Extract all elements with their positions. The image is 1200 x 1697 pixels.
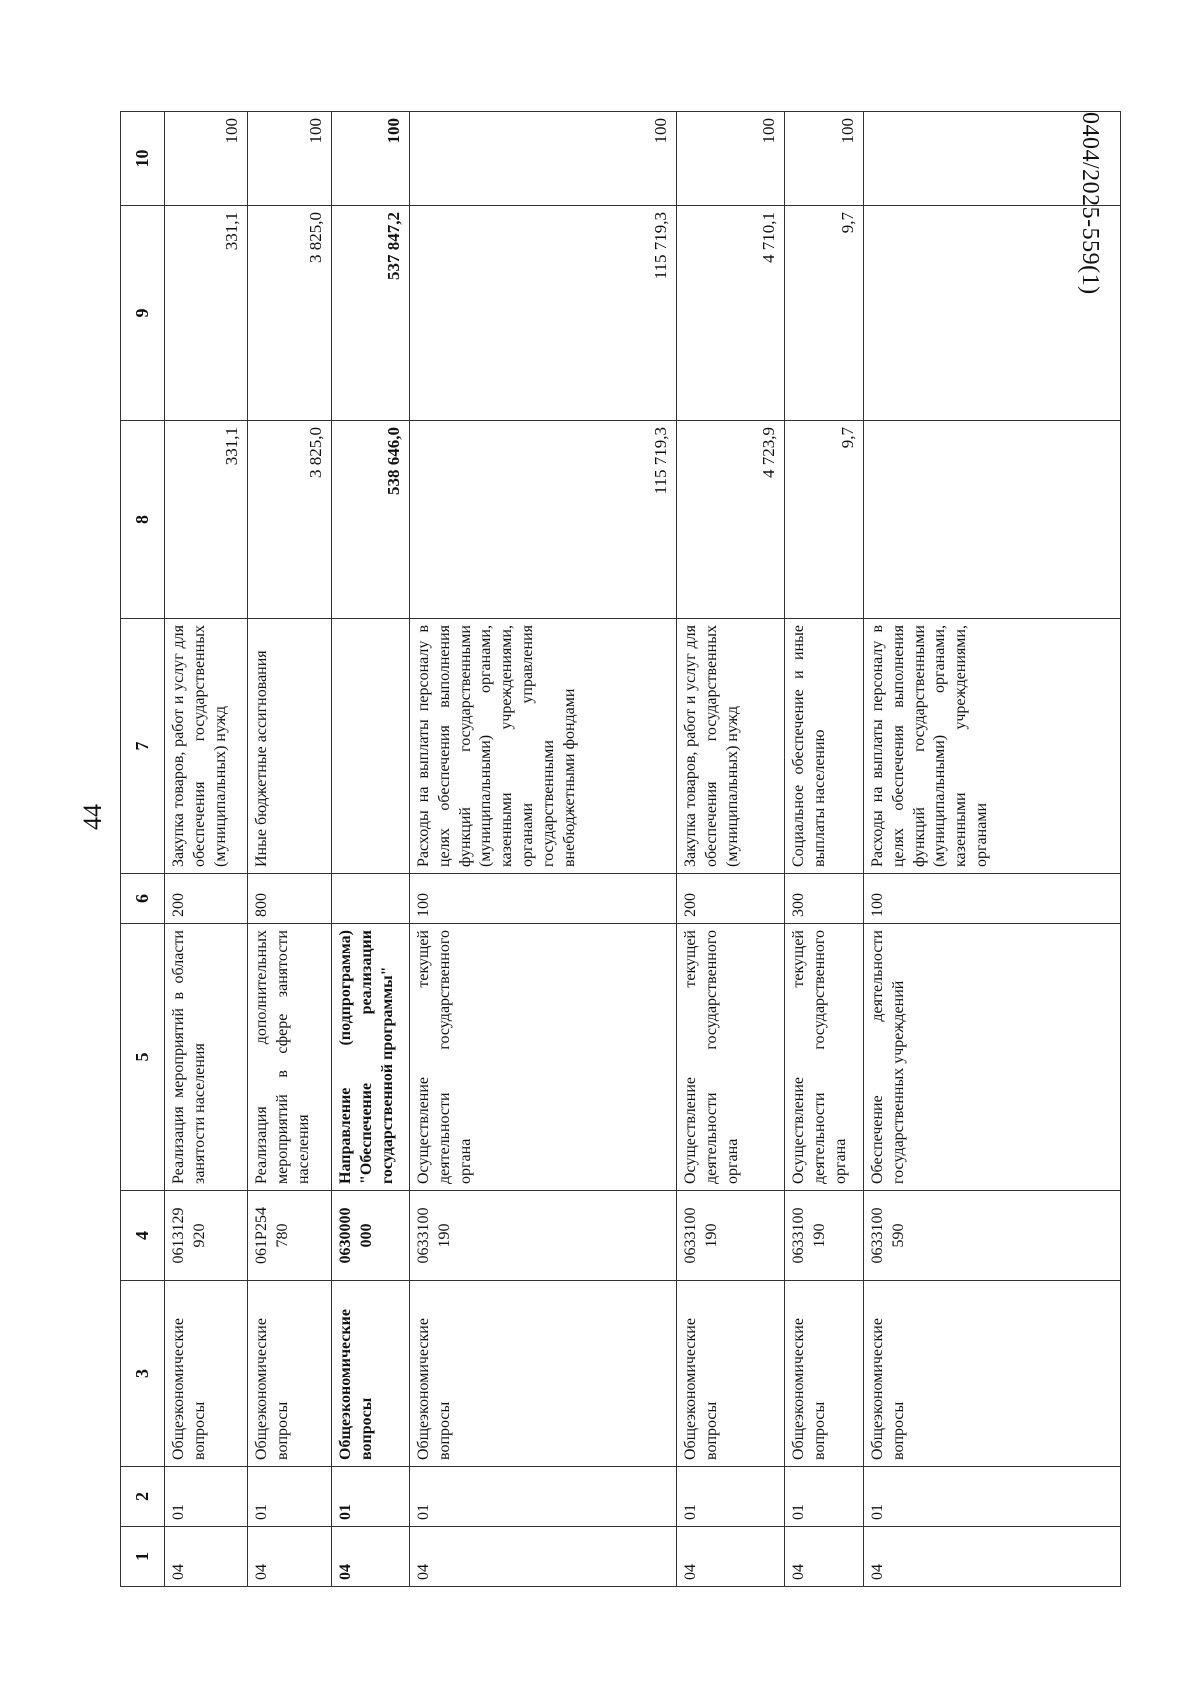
table-row: [785, 112, 864, 1587]
section-code: 04: [785, 1527, 864, 1587]
section-code: 04: [248, 1527, 332, 1587]
table-row: [248, 112, 332, 1587]
column-header: 10: [121, 112, 165, 206]
rotated-table-container: [120, 112, 1120, 1587]
planned-amount: 331,1: [165, 421, 248, 619]
column-header: 8: [121, 421, 165, 619]
table-row: [677, 112, 785, 1587]
target-article-code: 0633100 190: [785, 1191, 864, 1281]
execution-percent: 100: [410, 112, 677, 206]
section-code: 04: [677, 1527, 785, 1587]
executed-amount: 537 847,2: [332, 206, 410, 421]
subsection-code: 01: [248, 1467, 332, 1527]
table-row: [410, 112, 677, 1587]
expense-type-name: Расходы на выплаты персоналу в целях обеспечения выполнения функций государственными (муниципальными) органами, казенными учреждениями, органами управления государственными внебюджетными фондами: [410, 619, 677, 874]
target-article-name: Реализация мероприятий в области занятости населения: [165, 924, 248, 1191]
section-code: 04: [864, 1527, 1121, 1587]
expense-type-name: [332, 619, 410, 874]
execution-percent: 100: [165, 112, 248, 206]
execution-percent: 100: [785, 112, 864, 206]
planned-amount: [864, 421, 1121, 619]
execution-percent: 100: [332, 112, 410, 206]
subsection-code: 01: [332, 1467, 410, 1527]
target-article-name: Осуществление текущей деятельности государственного органа: [785, 924, 864, 1191]
column-header: 3: [121, 1281, 165, 1467]
target-article-name: Осуществление текущей деятельности государственного органа: [410, 924, 677, 1191]
header-row: [121, 112, 165, 1587]
column-header: 4: [121, 1191, 165, 1281]
section-code: 04: [332, 1527, 410, 1587]
section-name: Общеэкономические вопросы: [248, 1281, 332, 1467]
column-header: 6: [121, 874, 165, 924]
planned-amount: 9,7: [785, 421, 864, 619]
expense-type-code: 200: [165, 874, 248, 924]
planned-amount: 4 723,9: [677, 421, 785, 619]
budget-table: [120, 111, 1121, 1587]
column-header: 5: [121, 924, 165, 1191]
executed-amount: 3 825,0: [248, 206, 332, 421]
expense-type-code: 100: [864, 874, 1121, 924]
execution-percent: [864, 112, 1121, 206]
subsection-code: 01: [677, 1467, 785, 1527]
expense-type-name: Закупка товаров, работ и услуг для обеспечения государственных (муниципальных) нужд: [165, 619, 248, 874]
target-article-code: 061Р254 780: [248, 1191, 332, 1281]
target-article-code: 0633100 190: [677, 1191, 785, 1281]
section-name: Общеэкономические вопросы: [165, 1281, 248, 1467]
expense-type-code: 100: [410, 874, 677, 924]
subsection-code: 01: [864, 1467, 1121, 1527]
section-name: Общеэкономические вопросы: [332, 1281, 410, 1467]
executed-amount: 115 719,3: [410, 206, 677, 421]
target-article-name: Осуществление текущей деятельности государственного органа: [677, 924, 785, 1191]
target-article-name: Направление (подпрограмма) "Обеспечение реализации государственной программы": [332, 924, 410, 1191]
expense-type-code: 200: [677, 874, 785, 924]
section-name: Общеэкономические вопросы: [864, 1281, 1121, 1467]
executed-amount: [864, 206, 1121, 421]
section-code: 04: [410, 1527, 677, 1587]
section-name: Общеэкономические вопросы: [785, 1281, 864, 1467]
column-header: 1: [121, 1527, 165, 1587]
execution-percent: 100: [677, 112, 785, 206]
table-row: [332, 112, 410, 1587]
expense-type-code: 800: [248, 874, 332, 924]
expense-type-code: [332, 874, 410, 924]
section-code: 04: [165, 1527, 248, 1587]
planned-amount: 3 825,0: [248, 421, 332, 619]
subsection-code: 01: [165, 1467, 248, 1527]
document-code: 0404/2025-559(1): [1077, 112, 1103, 295]
section-name: Общеэкономические вопросы: [677, 1281, 785, 1467]
executed-amount: 4 710,1: [677, 206, 785, 421]
table-row: [165, 112, 248, 1587]
subsection-code: 01: [785, 1467, 864, 1527]
executed-amount: 9,7: [785, 206, 864, 421]
target-article-name: Реализация дополнительных мероприятий в сфере занятости населения: [248, 924, 332, 1191]
executed-amount: 331,1: [165, 206, 248, 421]
section-name: Общеэкономические вопросы: [410, 1281, 677, 1467]
subsection-code: 01: [410, 1467, 677, 1527]
expense-type-name: Закупка товаров, работ и услуг для обеспечения государственных (муниципальных) нужд: [677, 619, 785, 874]
execution-percent: 100: [248, 112, 332, 206]
expense-type-name: Расходы на выплаты персоналу в целях обеспечения выполнения функций государственными (муниципальными) органами, казенными учреждениями, органами: [864, 619, 1121, 874]
column-header: 7: [121, 619, 165, 874]
planned-amount: 538 646,0: [332, 421, 410, 619]
expense-type-code: 300: [785, 874, 864, 924]
target-article-code: 0633100 590: [864, 1191, 1121, 1281]
column-header: 2: [121, 1467, 165, 1527]
target-article-code: 0633100 190: [410, 1191, 677, 1281]
target-article-code: 0630000 000: [332, 1191, 410, 1281]
target-article-code: 0613129 920: [165, 1191, 248, 1281]
column-header: 9: [121, 206, 165, 421]
target-article-name: Обеспечение деятельности государственных учреждений: [864, 924, 1121, 1191]
table-row: [864, 112, 1121, 1587]
planned-amount: 115 719,3: [410, 421, 677, 619]
page-number: 44: [78, 804, 107, 830]
expense-type-name: Социальное обеспечение и иные выплаты населению: [785, 619, 864, 874]
expense-type-name: Иные бюджетные ассигнования: [248, 619, 332, 874]
